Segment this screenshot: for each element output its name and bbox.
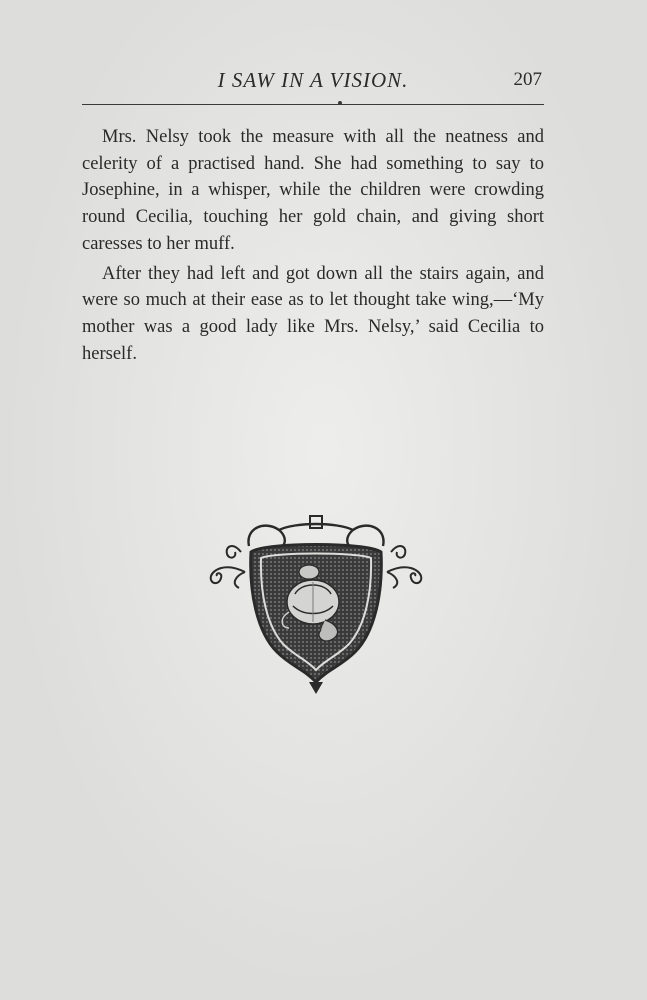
page-number: 207 — [513, 69, 542, 90]
running-head — [82, 68, 544, 98]
header-rule — [82, 104, 544, 105]
paragraph-1: Mrs. Nelsy took the measure with all the neatness and celerity of a practised hand. She had something to say to Josephine, in a whisper, while the children were crowding round Cecilia, touching her gold chain, and giving short caresses to her muff. — [82, 127, 544, 254]
paragraph-2: After they had left and got down all the stairs again, and were so much at their ease as to let thought take wing,—‘My mother was a good lady like Mrs. Nelsy,’ said Cecilia to herself. — [82, 263, 544, 364]
body-text — [82, 124, 544, 370]
floral-cartouche-icon — [205, 512, 427, 694]
running-title: I SAW IN A VISION. — [217, 68, 409, 92]
header-rule-mark — [338, 101, 342, 105]
